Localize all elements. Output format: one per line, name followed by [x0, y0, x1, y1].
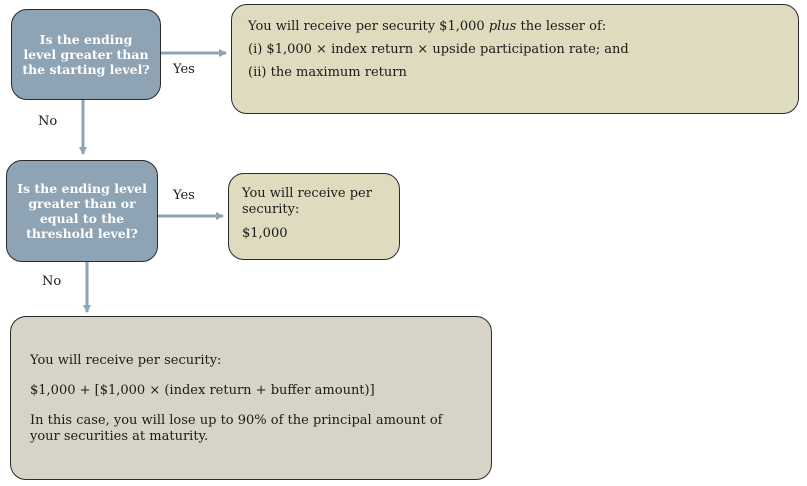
- yes-label-1: Yes: [173, 62, 195, 77]
- outcome-par-line-2: $1,000: [242, 226, 288, 241]
- outcome-box-par: [228, 173, 400, 260]
- outcome-downside-note: In this case, you will lose up to 90% of the principal amount of your securities at maturity.: [30, 413, 443, 444]
- no-label-1: No: [38, 114, 58, 129]
- outcome-downside-line-1: You will receive per security:: [30, 353, 222, 368]
- outcome-upside-line-1: (i) $1,000 × index return × upside participation rate; and: [248, 42, 629, 57]
- outcome-box-downside: [10, 316, 492, 480]
- decision-question-starting-level: Is the ending level greater than the starting level?: [22, 32, 150, 77]
- outcome-upside-intro: You will receive per security $1,000 plus the lesser of:: [248, 19, 607, 34]
- decision-box-threshold-level: [6, 160, 158, 262]
- yes-label-2: Yes: [173, 188, 195, 203]
- no-label-2: No: [42, 274, 62, 289]
- outcome-downside-formula: $1,000 + [$1,000 × (index return + buffer amount)]: [30, 383, 375, 398]
- decision-question-threshold-level: Is the ending level greater than or equal to the threshold level?: [17, 181, 147, 241]
- outcome-par-line-1: You will receive per security:: [242, 186, 372, 217]
- outcome-upside-line-2: (ii) the maximum return: [248, 65, 407, 80]
- outcome-box-upside: [231, 4, 799, 114]
- decision-box-starting-level: [11, 9, 161, 100]
